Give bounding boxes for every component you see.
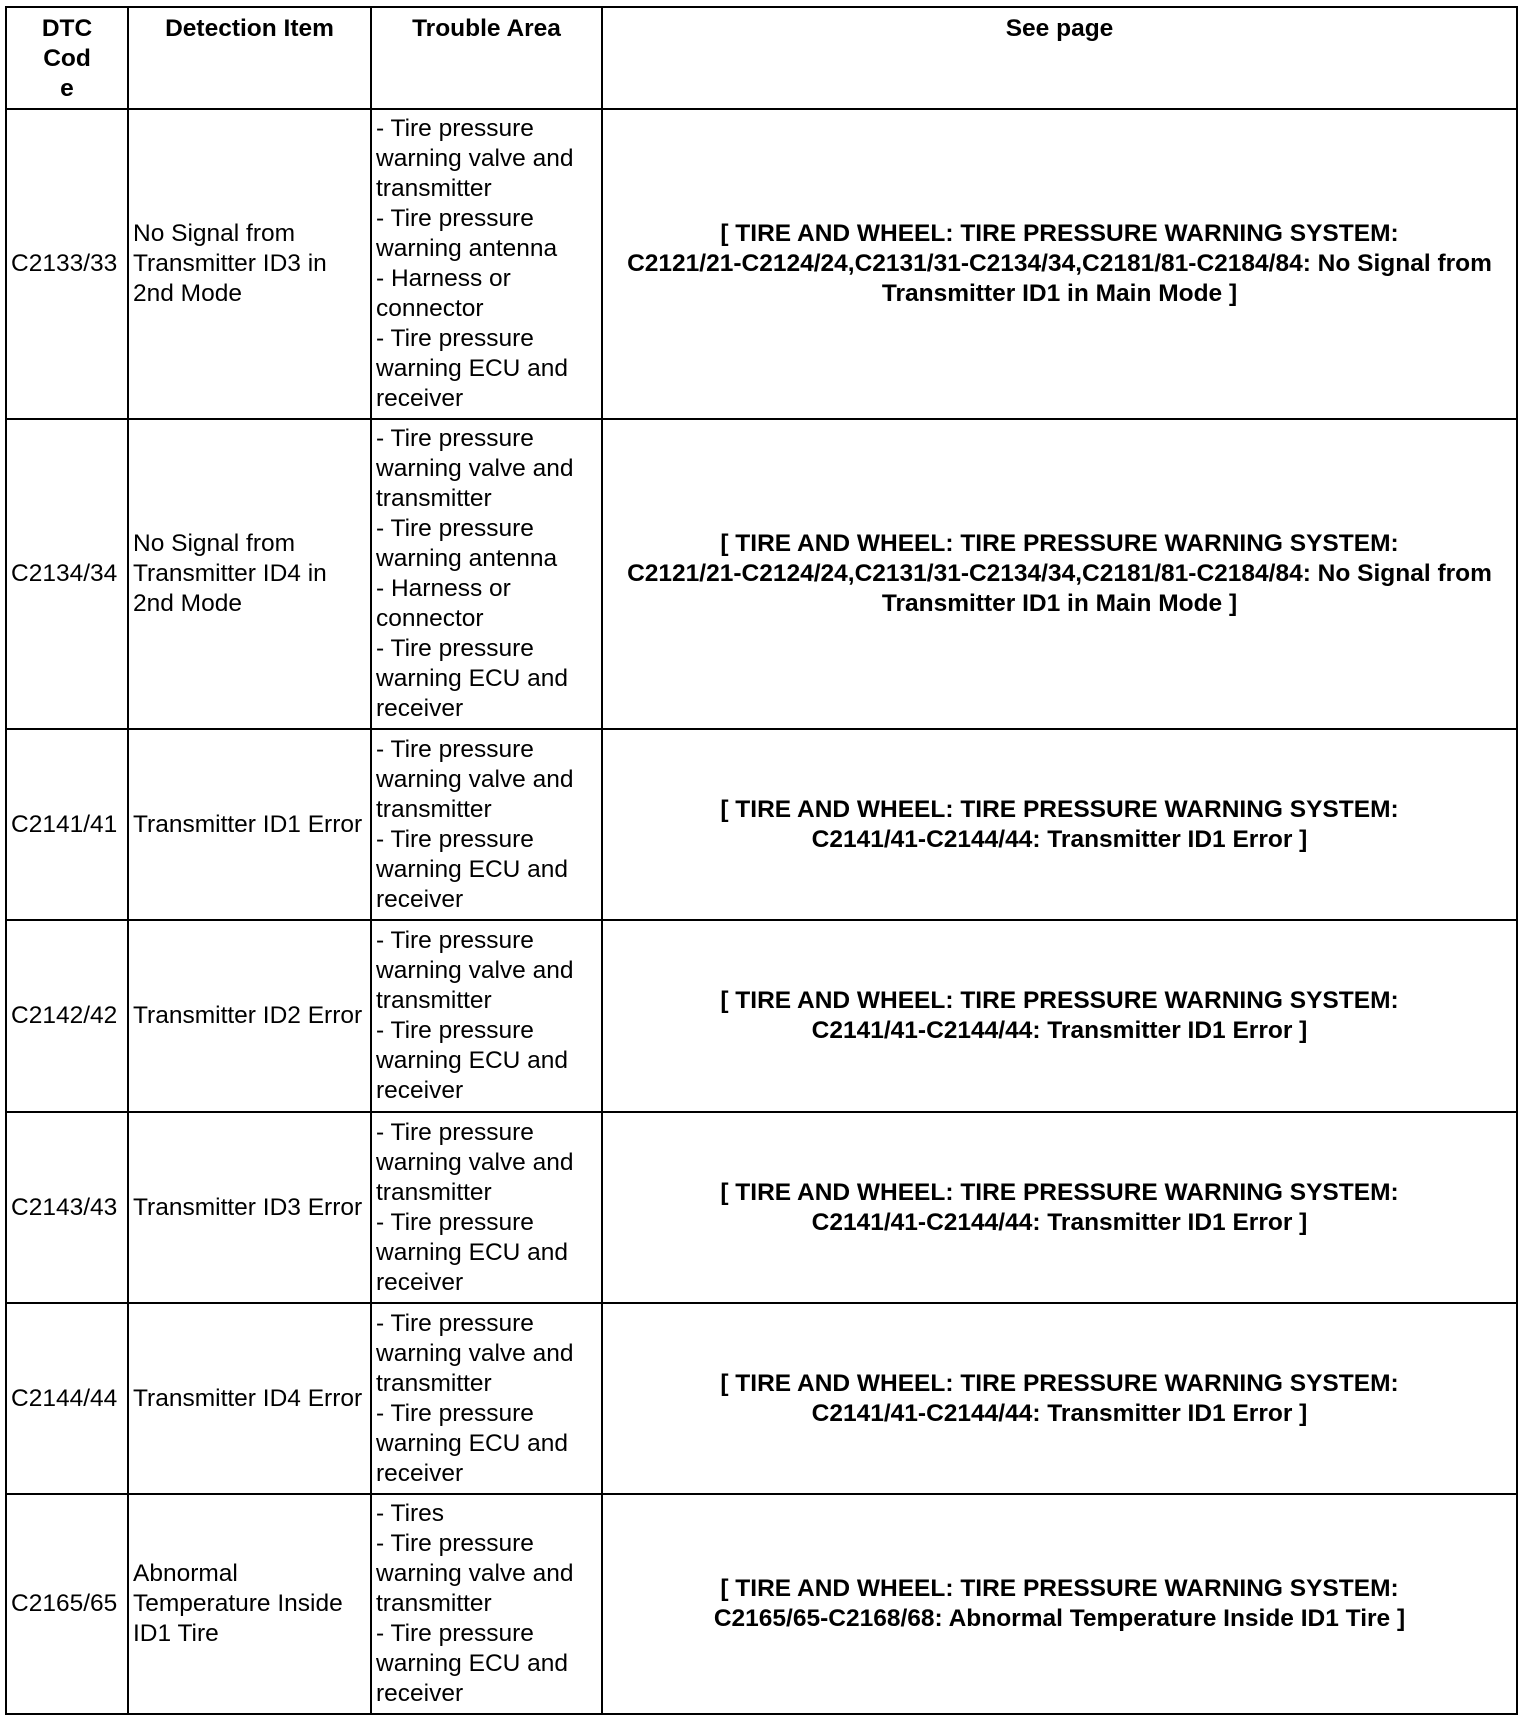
header-dtc-code-label: DTC Code xyxy=(41,15,93,102)
trouble-area-cell xyxy=(371,419,602,729)
trouble-area-line: warning ECU and xyxy=(376,665,569,692)
trouble-area-line: - Tire pressure xyxy=(376,325,534,352)
trouble-area-line: - Tire pressure xyxy=(376,1208,534,1236)
trouble-area-line: transmitter xyxy=(376,175,492,202)
table-row xyxy=(6,1112,1517,1303)
dtc-code-cell: C2144/44 xyxy=(6,1303,128,1494)
trouble-area-line: - Tire pressure xyxy=(376,1399,534,1427)
see-page-reference-line: C2121/21-C2124/24,C2131/31-C2134/34,C2181/81-C2184/84: No Signal from xyxy=(627,250,1492,277)
trouble-area-line: transmitter xyxy=(376,1590,492,1617)
trouble-area-line: - Tire pressure xyxy=(376,735,534,763)
trouble-area-line: receiver xyxy=(376,1680,464,1707)
see-page-cell xyxy=(602,1112,1517,1303)
detection-item-cell: No Signal from Transmitter ID4 in 2nd Mode xyxy=(128,419,371,729)
trouble-area-line: warning antenna xyxy=(376,235,558,262)
trouble-area-line: - Tire pressure xyxy=(376,635,534,662)
trouble-area-line: - Tires xyxy=(376,1500,445,1527)
detection-item-cell: Transmitter ID2 Error xyxy=(128,920,371,1112)
detection-item-cell: Abnormal Temperature Inside ID1 Tire xyxy=(128,1494,371,1714)
header-trouble-area: Trouble Area xyxy=(371,7,602,109)
trouble-area-line: - Harness or xyxy=(376,265,511,292)
see-page-reference-line: [ TIRE AND WHEEL: TIRE PRESSURE WARNING SYSTEM: xyxy=(720,220,1399,247)
trouble-area-line: transmitter xyxy=(376,987,492,1014)
see-page-reference-line: [ TIRE AND WHEEL: TIRE PRESSURE WARNING SYSTEM: xyxy=(720,1575,1399,1602)
see-page-reference-line: [ TIRE AND WHEEL: TIRE PRESSURE WARNING SYSTEM: xyxy=(720,795,1399,823)
trouble-area-line: - Harness or xyxy=(376,575,511,602)
trouble-area-line: warning valve and xyxy=(376,455,574,482)
trouble-area-line: - Tire pressure xyxy=(376,825,534,853)
trouble-area-line: - Tire pressure xyxy=(376,1017,534,1044)
header-dtc-code xyxy=(6,7,128,109)
trouble-area-line: warning valve and xyxy=(376,957,574,984)
trouble-area-line: warning valve and xyxy=(376,765,574,793)
dtc-code-cell: C2133/33 xyxy=(6,109,128,419)
trouble-area-line: connector xyxy=(376,295,484,322)
trouble-area-cell xyxy=(371,109,602,419)
trouble-area-line: warning ECU and xyxy=(376,1650,569,1677)
dtc-code-cell: C2142/42 xyxy=(6,920,128,1112)
trouble-area-cell xyxy=(371,1112,602,1303)
trouble-area-line: transmitter xyxy=(376,795,492,823)
dtc-code-cell: C2134/34 xyxy=(6,419,128,729)
trouble-area-line: warning antenna xyxy=(376,545,558,572)
dtc-code-cell: C2141/41 xyxy=(6,729,128,920)
see-page-reference-line: Transmitter ID1 in Main Mode ] xyxy=(881,590,1238,617)
trouble-area-line: receiver xyxy=(376,885,464,913)
trouble-area-line: warning valve and xyxy=(376,1339,574,1367)
table-header xyxy=(6,7,1517,109)
trouble-area-line: receiver xyxy=(376,1077,464,1104)
trouble-area-line: warning valve and xyxy=(376,145,574,172)
see-page-reference-line: [ TIRE AND WHEEL: TIRE PRESSURE WARNING SYSTEM: xyxy=(720,987,1399,1014)
trouble-area-line: transmitter xyxy=(376,485,492,512)
see-page-cell xyxy=(602,419,1517,729)
trouble-area-line: - Tire pressure xyxy=(376,115,534,142)
trouble-area-line: receiver xyxy=(376,1459,464,1487)
trouble-area-line: receiver xyxy=(376,695,464,722)
trouble-area-line: - Tire pressure xyxy=(376,1530,534,1557)
table-row xyxy=(6,729,1517,920)
see-page-reference-line: [ TIRE AND WHEEL: TIRE PRESSURE WARNING SYSTEM: xyxy=(720,1178,1399,1206)
trouble-area-line: - Tire pressure xyxy=(376,1620,534,1647)
trouble-area-line: transmitter xyxy=(376,1369,492,1397)
detection-item-cell: No Signal from Transmitter ID3 in 2nd Mode xyxy=(128,109,371,419)
trouble-area-line: transmitter xyxy=(376,1178,492,1206)
trouble-area-line: receiver xyxy=(376,1268,464,1296)
trouble-area-line: warning ECU and xyxy=(376,1238,569,1266)
trouble-area-line: - Tire pressure xyxy=(376,205,534,232)
see-page-reference-line: Transmitter ID1 in Main Mode ] xyxy=(881,280,1238,307)
trouble-area-line: - Tire pressure xyxy=(376,927,534,954)
header-see-page: See page xyxy=(602,7,1517,109)
see-page-reference-line: [ TIRE AND WHEEL: TIRE PRESSURE WARNING SYSTEM: xyxy=(720,530,1399,557)
dtc-table xyxy=(5,6,1518,1715)
see-page-cell xyxy=(602,1303,1517,1494)
trouble-area-line: - Tire pressure xyxy=(376,1118,534,1146)
see-page-reference-line: C2141/41-C2144/44: Transmitter ID1 Error ] xyxy=(811,1208,1308,1236)
table-row xyxy=(6,1494,1517,1714)
see-page-reference-line: C2141/41-C2144/44: Transmitter ID1 Error ] xyxy=(811,825,1308,853)
detection-item-cell: Transmitter ID4 Error xyxy=(128,1303,371,1494)
see-page-reference-line: C2141/41-C2144/44: Transmitter ID1 Error ] xyxy=(811,1017,1308,1044)
table-row xyxy=(6,920,1517,1112)
trouble-area-line: warning ECU and xyxy=(376,1047,569,1074)
header-row xyxy=(6,7,1517,109)
dtc-code-cell: C2165/65 xyxy=(6,1494,128,1714)
trouble-area-cell xyxy=(371,1303,602,1494)
see-page-cell xyxy=(602,109,1517,419)
see-page-cell xyxy=(602,920,1517,1112)
detection-item-cell: Transmitter ID3 Error xyxy=(128,1112,371,1303)
trouble-area-cell xyxy=(371,920,602,1112)
trouble-area-line: warning ECU and xyxy=(376,855,569,883)
see-page-cell xyxy=(602,1494,1517,1714)
trouble-area-line: warning valve and xyxy=(376,1560,574,1587)
see-page-cell xyxy=(602,729,1517,920)
table-body xyxy=(6,109,1517,1714)
dtc-code-cell: C2143/43 xyxy=(6,1112,128,1303)
trouble-area-line: receiver xyxy=(376,385,464,412)
see-page-reference-line: [ TIRE AND WHEEL: TIRE PRESSURE WARNING SYSTEM: xyxy=(720,1369,1399,1397)
table-row xyxy=(6,419,1517,729)
see-page-reference-line: C2141/41-C2144/44: Transmitter ID1 Error ] xyxy=(811,1399,1308,1427)
detection-item-cell: Transmitter ID1 Error xyxy=(128,729,371,920)
trouble-area-line: - Tire pressure xyxy=(376,515,534,542)
see-page-reference-line: C2121/21-C2124/24,C2131/31-C2134/34,C2181/81-C2184/84: No Signal from xyxy=(627,560,1492,587)
trouble-area-line: warning valve and xyxy=(376,1148,574,1176)
see-page-reference-line: C2165/65-C2168/68: Abnormal Temperature Inside ID1 Tire ] xyxy=(713,1605,1406,1632)
trouble-area-line: - Tire pressure xyxy=(376,425,534,452)
trouble-area-line: connector xyxy=(376,605,484,632)
trouble-area-cell xyxy=(371,1494,602,1714)
trouble-area-line: - Tire pressure xyxy=(376,1309,534,1337)
header-detection-item: Detection Item xyxy=(128,7,371,109)
trouble-area-line: warning ECU and xyxy=(376,1429,569,1457)
table-row xyxy=(6,1303,1517,1494)
table-row xyxy=(6,109,1517,419)
trouble-area-cell xyxy=(371,729,602,920)
trouble-area-line: warning ECU and xyxy=(376,355,569,382)
